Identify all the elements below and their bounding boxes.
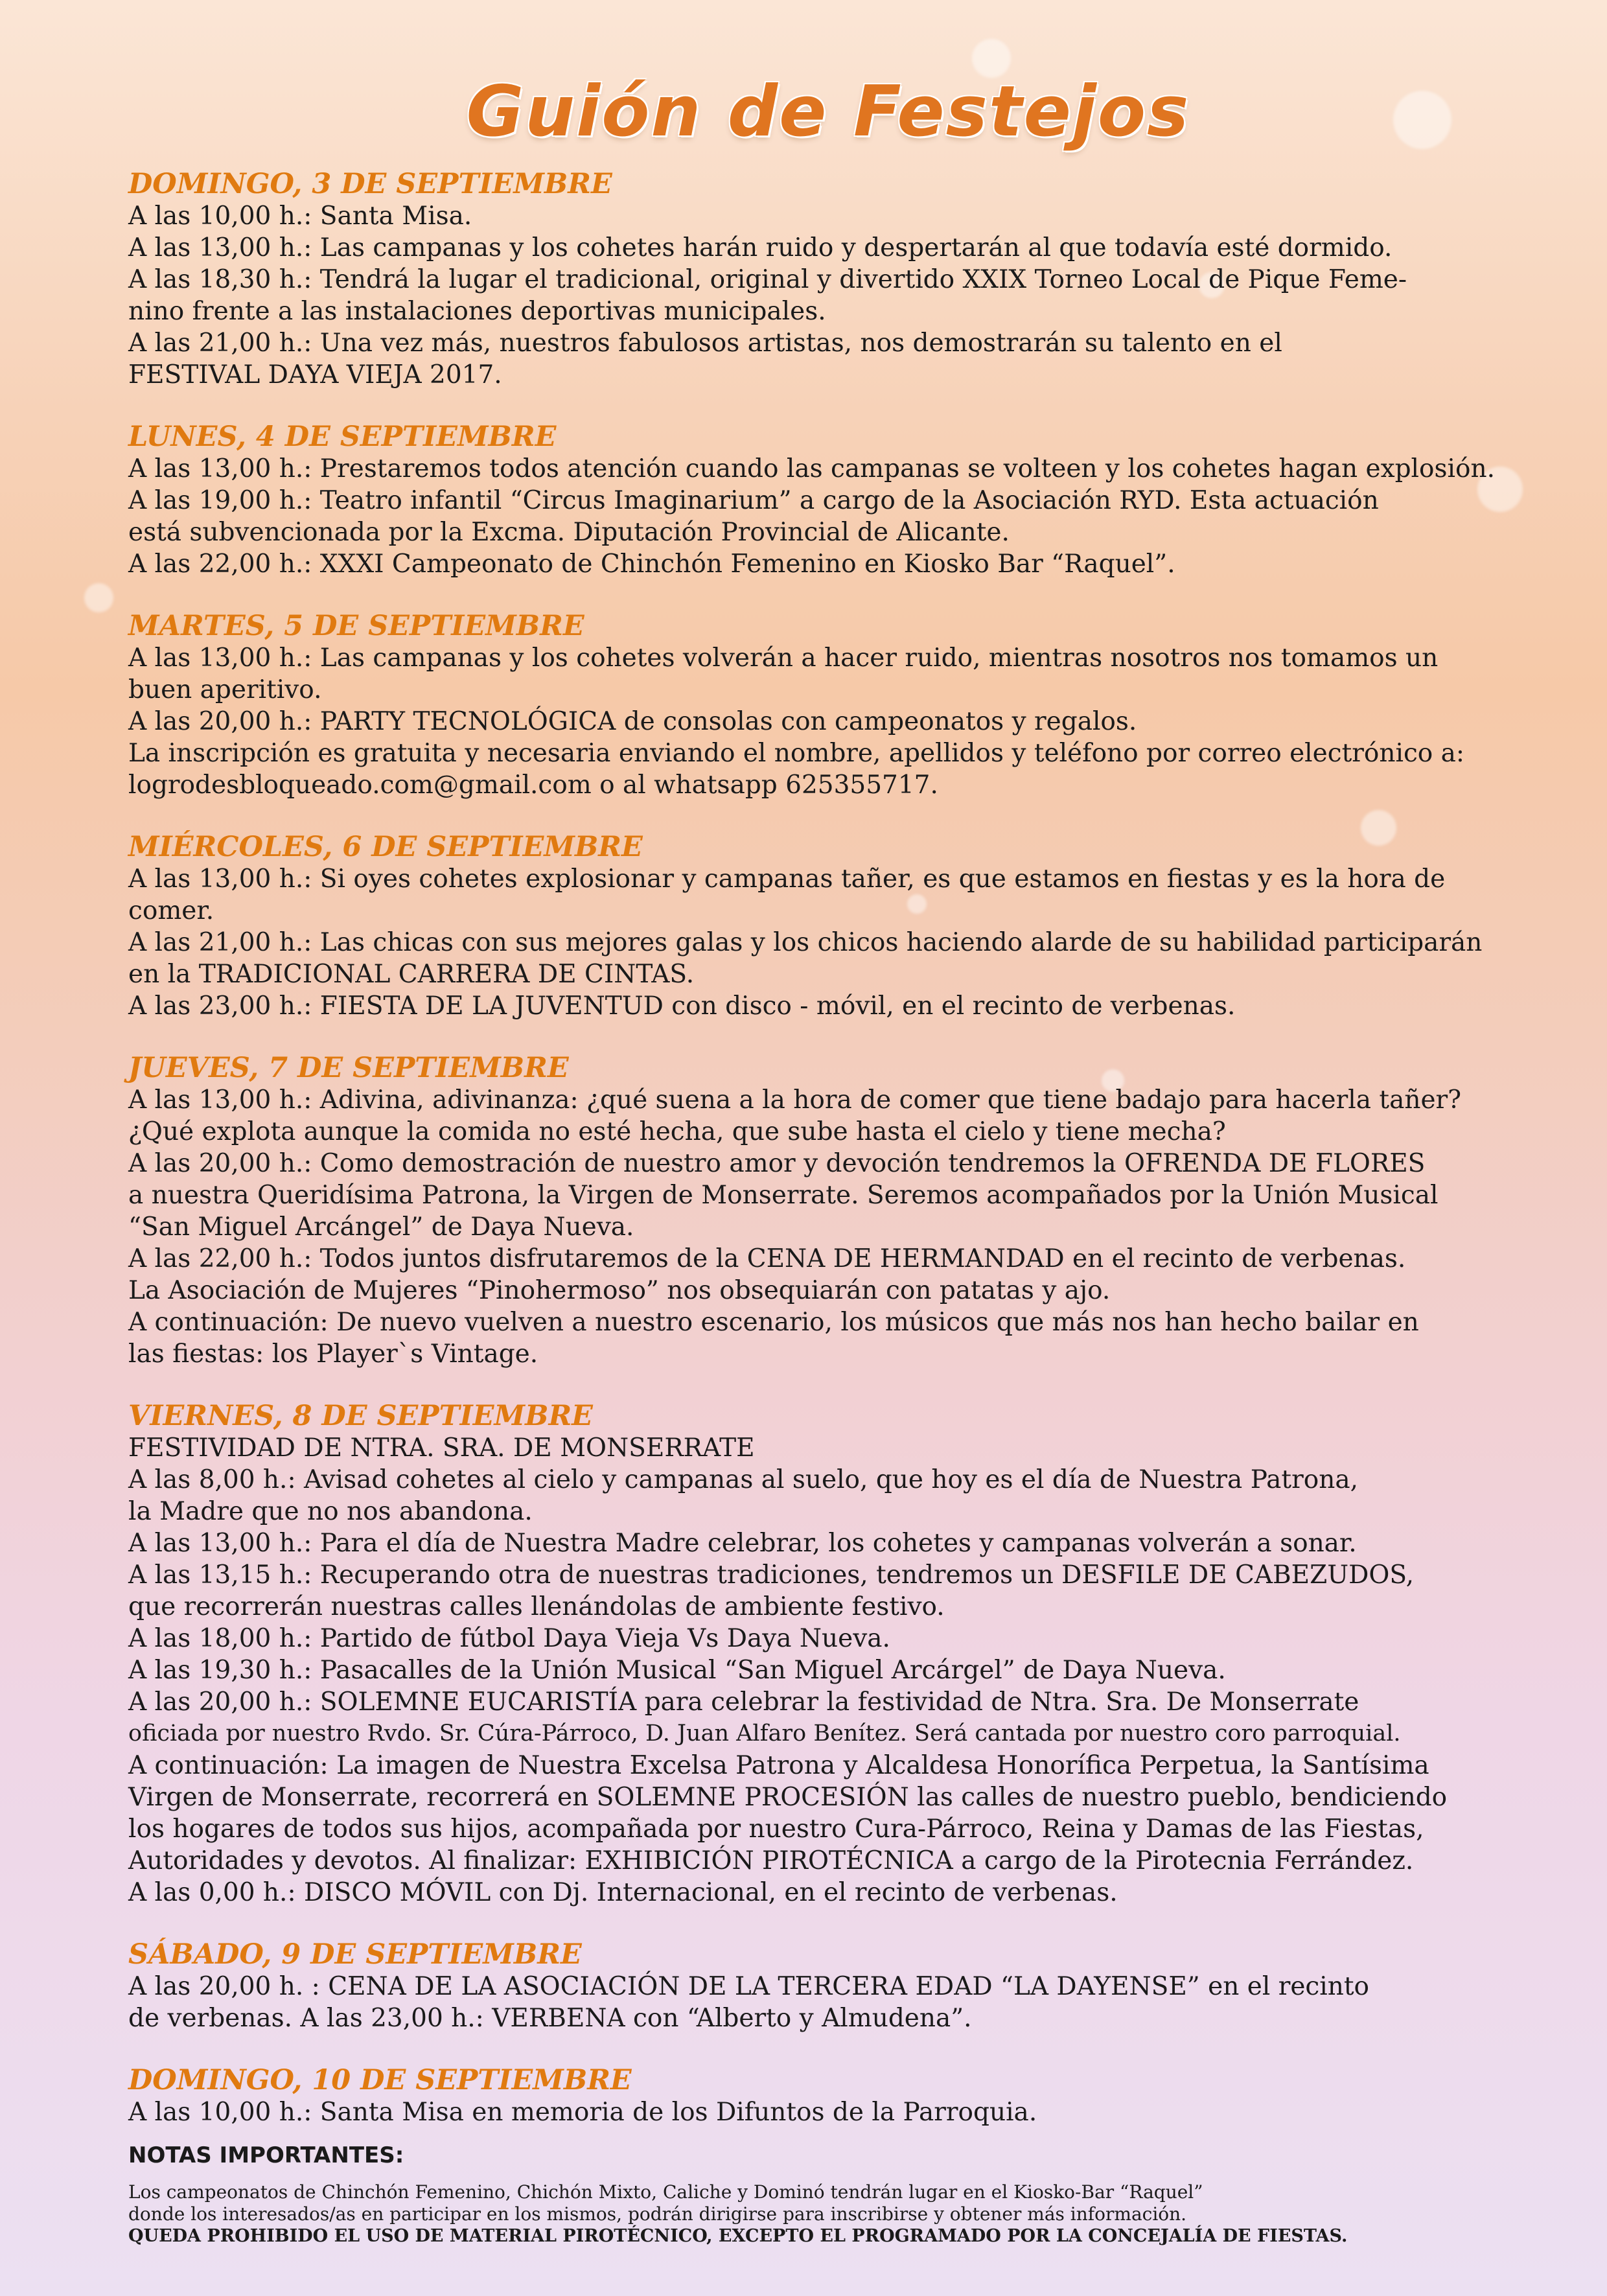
event-line: A las 13,15 h.: Recuperando otra de nuestras tradiciones, tendremos un DESFILE DE CABEZUDOS, xyxy=(128,1560,1415,1590)
event-line: en la TRADICIONAL CARRERA DE CINTAS. xyxy=(128,960,695,989)
event-line: Autoridades y devotos. Al finalizar: EXHIBICIÓN PIROTÉCNICA a cargo de la Pirotecnia Ferrández. xyxy=(128,1846,1414,1875)
event-line: está subvencionada por la Excma. Diputación Provincial de Alicante. xyxy=(128,518,1010,547)
event-line: “San Miguel Arcángel” de Daya Nueva. xyxy=(128,1212,634,1242)
page-title: Guión de Festejos xyxy=(466,71,1190,152)
event-line: oficiada por nuestro Rvdo. Sr. Cúra-Párroco, D. Juan Alfaro Benítez. Será cantada por nuestro coro parroquial. xyxy=(128,1721,1401,1746)
festivities-program xyxy=(128,71,1528,2247)
notes-section xyxy=(128,2141,1528,2247)
day-heading: SÁBADO, 9 DE SEPTIEMBRE xyxy=(128,1938,582,1971)
event-line: A las 23,00 h.: FIESTA DE LA JUVENTUD con disco - móvil, en el recinto de verbenas. xyxy=(128,991,1236,1021)
day-heading: DOMINGO, 10 DE SEPTIEMBRE xyxy=(128,2064,632,2096)
day-heading: VIERNES, 8 DE SEPTIEMBRE xyxy=(128,1400,593,1432)
event-line: A las 13,00 h.: Si oyes cohetes explosionar y campanas tañer, es que estamos en fiestas y es la hora de comer. xyxy=(128,864,1446,925)
event-line: buen aperitivo. xyxy=(128,675,322,704)
day-section xyxy=(128,421,1528,580)
event-line: A las 19,30 h.: Pasacalles de la Unión Musical “San Miguel Arcárgel” de Daya Nueva. xyxy=(128,1656,1226,1685)
event-line: A las 13,00 h.: Las campanas y los cohetes harán ruido y despertarán al que todavía esté dormido. xyxy=(128,233,1393,262)
event-line: que recorrerán nuestras calles llenándolas de ambiente festivo. xyxy=(128,1592,945,1621)
event-line: de verbenas. A las 23,00 h.: VERBENA con “Alberto y Almudena”. xyxy=(128,2004,972,2033)
note-line: Los campeonatos de Chinchón Femenino, Chichón Mixto, Caliche y Dominó tendrán lugar en el Kiosko-Bar “Raquel” xyxy=(128,2181,1203,2203)
event-line: A las 21,00 h.: Una vez más, nuestros fabulosos artistas, nos demostrarán su talento en el xyxy=(128,329,1282,358)
event-line: Virgen de Monserrate, recorrerá en SOLEMNE PROCESIÓN las calles de nuestro pueblo, bendiciendo xyxy=(128,1783,1448,1812)
day-section xyxy=(128,1052,1528,1370)
event-line: A las 13,00 h.: Prestaremos todos atención cuando las campanas se volteen y los cohetes hagan explosión. xyxy=(128,454,1495,483)
notes-heading: NOTAS IMPORTANTES: xyxy=(128,2142,404,2168)
event-line: A las 20,00 h.: Como demostración de nuestro amor y devoción tendremos la OFRENDA DE FLORES xyxy=(128,1149,1426,1178)
event-line: los hogares de todos sus hijos, acompañada por nuestro Cura-Párroco, Reina y Damas de las Fiestas, xyxy=(128,1815,1424,1844)
day-heading: DOMINGO, 3 DE SEPTIEMBRE xyxy=(128,168,612,200)
event-line: A las 8,00 h.: Avisad cohetes al cielo y campanas al suelo, que hoy es el día de Nuestra Patrona, xyxy=(128,1465,1358,1494)
day-section xyxy=(128,2064,1528,2128)
day-section xyxy=(128,1938,1528,2034)
event-line: ¿Qué explota aunque la comida no esté hecha, que sube hasta el cielo y tiene mecha? xyxy=(128,1117,1226,1146)
event-line: A las 20,00 h.: PARTY TECNOLÓGICA de consolas con campeonatos y regalos. xyxy=(128,707,1137,736)
day-section xyxy=(128,831,1528,1022)
event-line: A las 22,00 h.: XXXI Campeonato de Chinchón Femenino en Kiosko Bar “Raquel”. xyxy=(128,550,1175,579)
event-line: A las 22,00 h.: Todos juntos disfrutaremos de la CENA DE HERMANDAD en el recinto de verbenas. xyxy=(128,1244,1406,1273)
event-line: A continuación: La imagen de Nuestra Excelsa Patrona y Alcaldesa Honorífica Perpetua, la Santísima xyxy=(128,1751,1429,1780)
event-line: nino frente a las instalaciones deportivas municipales. xyxy=(128,297,826,326)
prohibition-notice: QUEDA PROHIBIDO EL USO DE MATERIAL PIROTÉCNICO, EXCEPTO EL PROGRAMADO POR LA CONCEJALÍA DE FIESTAS. xyxy=(128,2226,1348,2246)
day-heading: LUNES, 4 DE SEPTIEMBRE xyxy=(128,421,557,453)
event-line: A las 19,00 h.: Teatro infantil “Circus Imaginarium” a cargo de la Asociación RYD. Esta actuación xyxy=(128,486,1379,515)
event-line: a nuestra Queridísima Patrona, la Virgen de Monserrate. Seremos acompañados por la Unión Musical xyxy=(128,1181,1439,1210)
event-line: FESTIVAL DAYA VIEJA 2017. xyxy=(128,360,502,389)
event-line: la Madre que no nos abandona. xyxy=(128,1497,533,1526)
event-line: A las 0,00 h.: DISCO MÓVIL con Dj. Internacional, en el recinto de verbenas. xyxy=(128,1878,1118,1907)
background-bokeh xyxy=(84,583,113,612)
event-line: las fiestas: los Player`s Vintage. xyxy=(128,1339,538,1369)
event-line: A las 20,00 h. : CENA DE LA ASOCIACIÓN DE LA TERCERA EDAD “LA DAYENSE” en el recinto xyxy=(128,1972,1369,2001)
event-line: logrodesbloqueado.com@gmail.com o al whatsapp 625355717. xyxy=(128,771,938,800)
day-heading: MIÉRCOLES, 6 DE SEPTIEMBRE xyxy=(128,831,643,863)
note-line: donde los interesados/as en participar en los mismos, podrán dirigirse para inscribirse y obtener más información. xyxy=(128,2203,1187,2225)
event-line: A las 10,00 h.: Santa Misa. xyxy=(128,202,472,231)
day-section xyxy=(128,1400,1528,1908)
event-line: A las 13,00 h.: Las campanas y los cohetes volverán a hacer ruido, mientras nosotros nos tomamos un xyxy=(128,644,1439,673)
event-line: A las 20,00 h.: SOLEMNE EUCARISTÍA para celebrar la festividad de Ntra. Sra. De Monserrate xyxy=(128,1687,1359,1717)
event-line: La inscripción es gratuita y necesaria enviando el nombre, apellidos y teléfono por correo electrónico a: xyxy=(128,739,1465,768)
event-line: A las 21,00 h.: Las chicas con sus mejores galas y los chicos haciendo alarde de su habilidad participarán xyxy=(128,928,1483,957)
event-line: A las 18,30 h.: Tendrá la lugar el tradicional, original y divertido XXIX Torneo Local de Pique Feme- xyxy=(128,265,1407,294)
day-heading: JUEVES, 7 DE SEPTIEMBRE xyxy=(128,1052,569,1084)
day-heading: MARTES, 5 DE SEPTIEMBRE xyxy=(128,610,584,642)
day-section xyxy=(128,610,1528,801)
event-line: A las 10,00 h.: Santa Misa en memoria de los Difuntos de la Parroquia. xyxy=(128,2098,1037,2127)
event-line: A las 13,00 h.: Para el día de Nuestra Madre celebrar, los cohetes y campanas volverán a sonar. xyxy=(128,1529,1357,1558)
day-section xyxy=(128,168,1528,391)
event-line: FESTIVIDAD DE NTRA. SRA. DE MONSERRATE xyxy=(128,1433,755,1463)
event-line: A las 13,00 h.: Adivina, adivinanza: ¿qué suena a la hora de comer que tiene badajo para hacerla tañer? xyxy=(128,1085,1462,1115)
event-line: A las 18,00 h.: Partido de fútbol Daya Vieja Vs Daya Nueva. xyxy=(128,1624,890,1653)
event-line: La Asociación de Mujeres “Pinohermoso” nos obsequiarán con patatas y ajo. xyxy=(128,1276,1111,1305)
event-line: A continuación: De nuevo vuelven a nuestro escenario, los músicos que más nos han hecho bailar en xyxy=(128,1308,1419,1337)
